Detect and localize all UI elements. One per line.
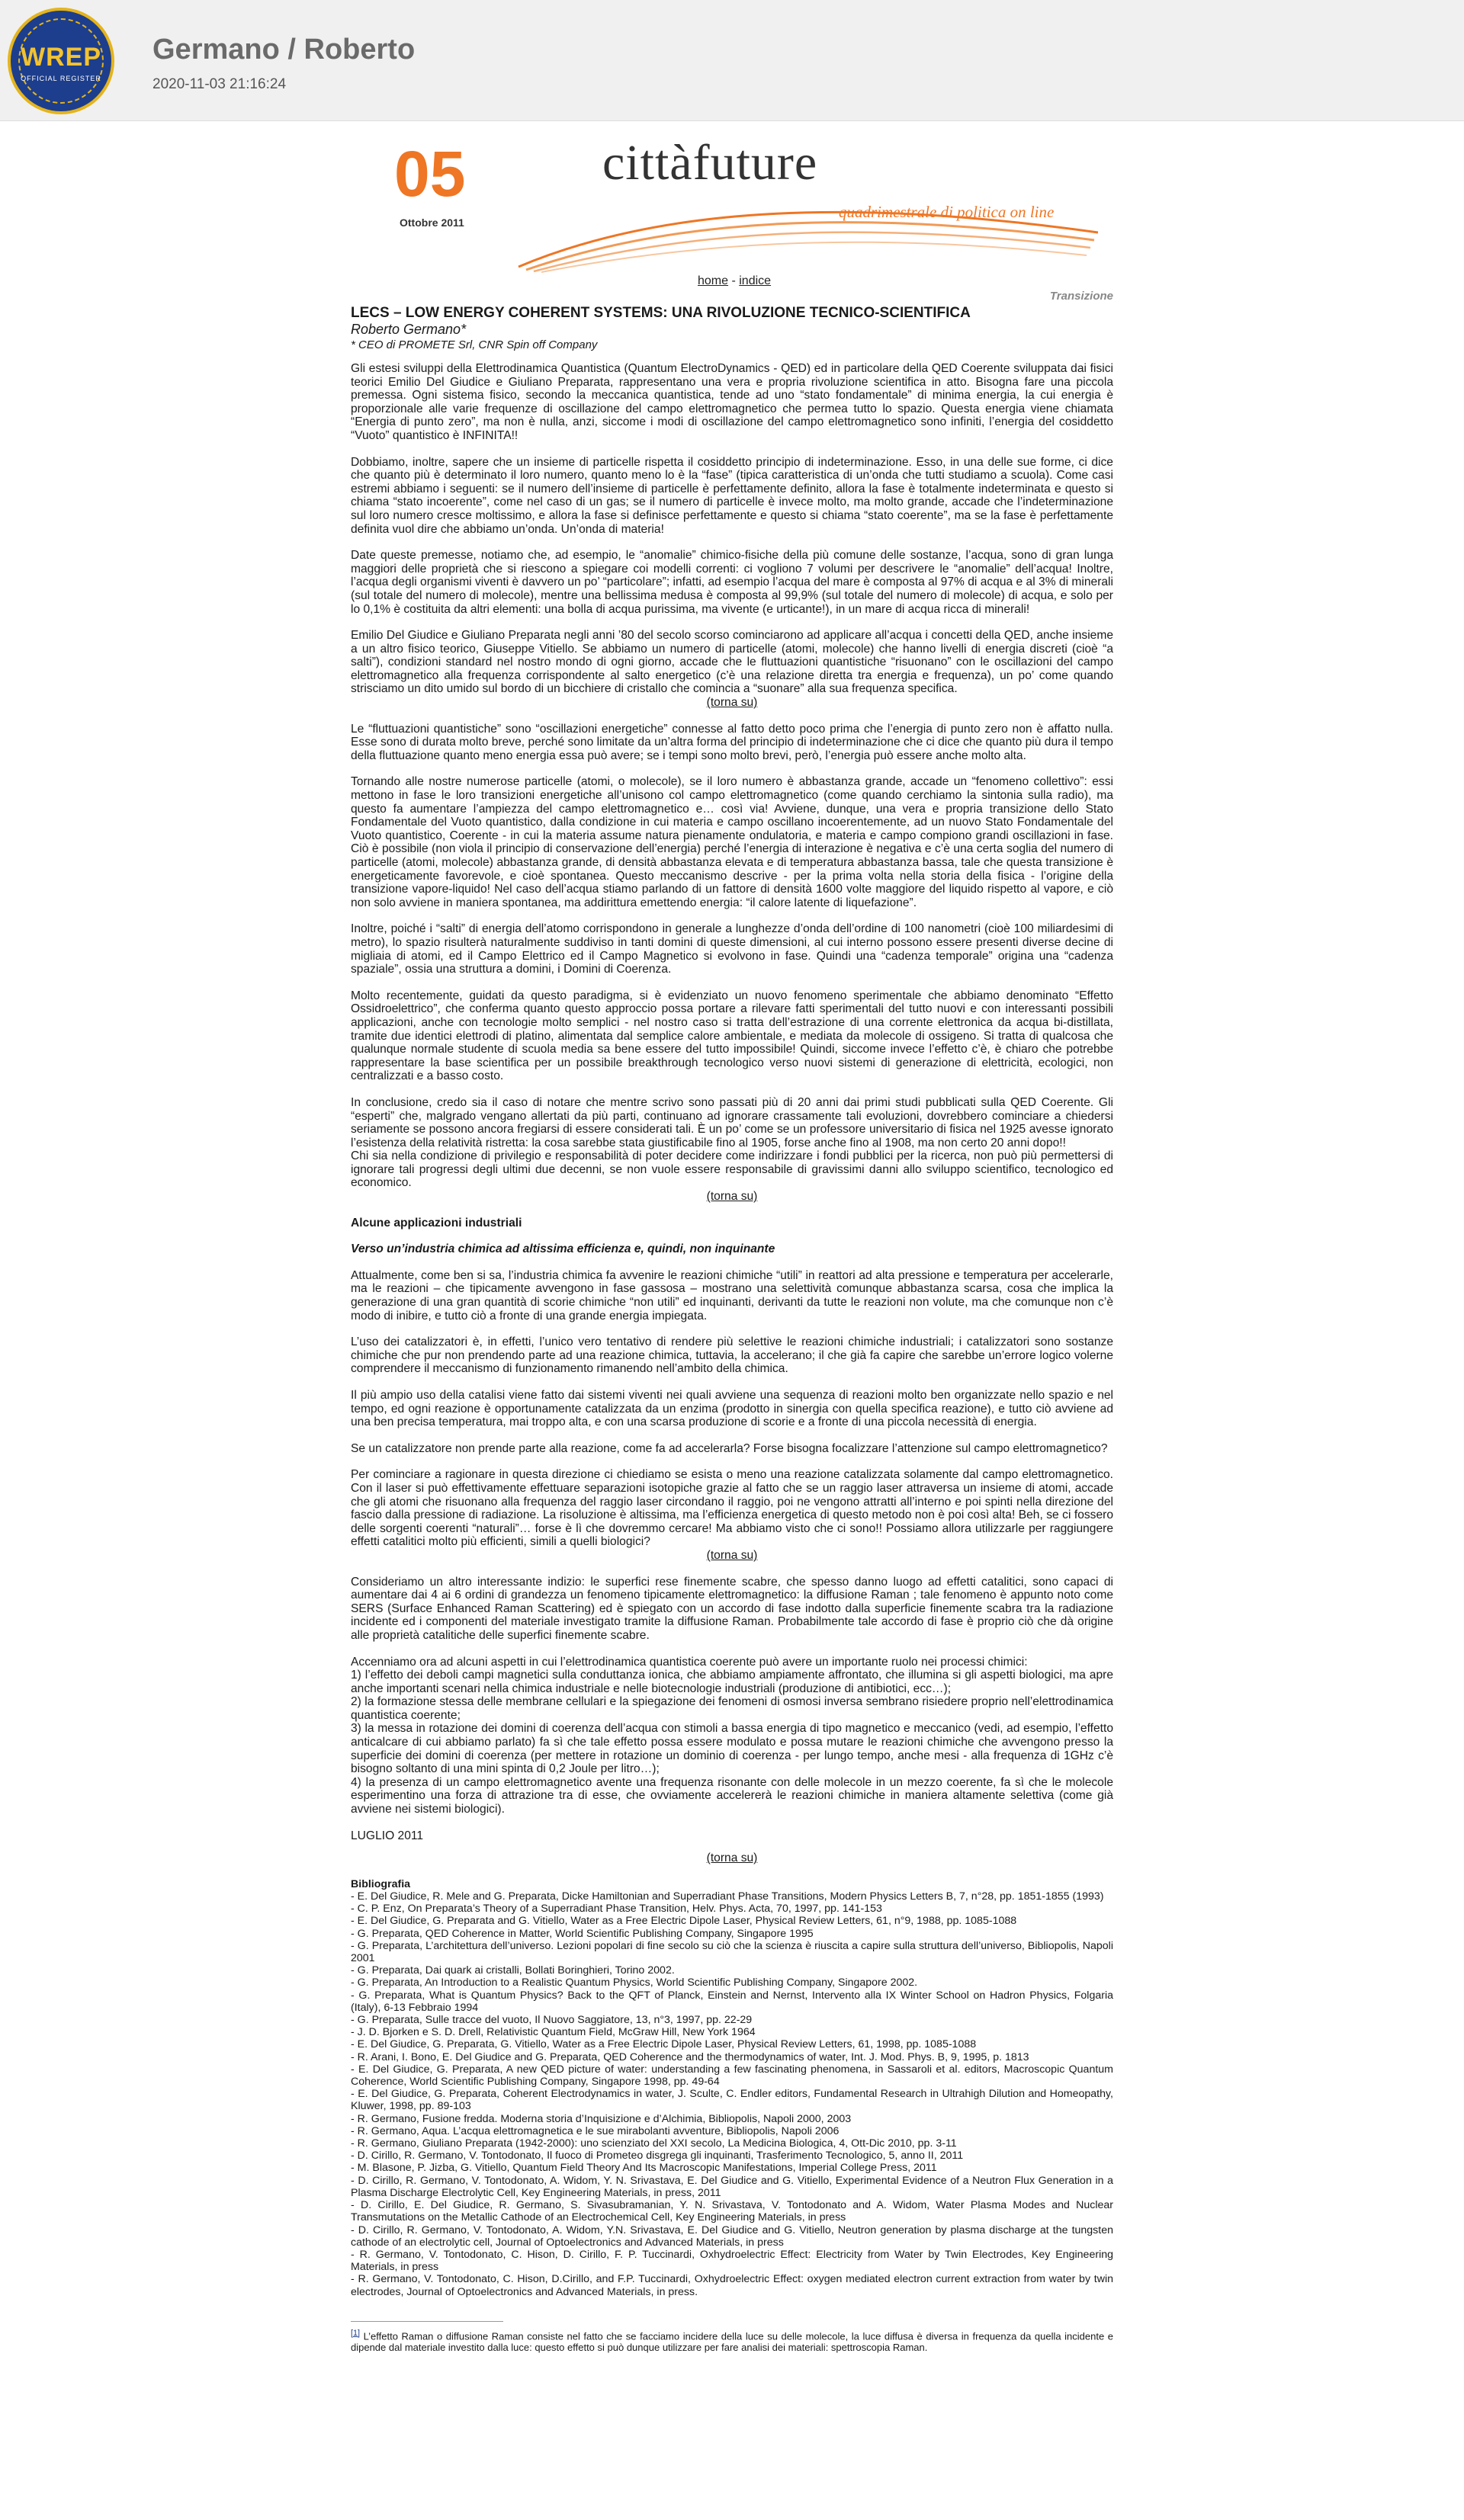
paragraph: Emilio Del Giudice e Giuliano Preparata negli anni ’80 del secolo scorso cominciarono ad applicare all’acqua i concetti della QED, anche insieme a un altro fisico teorico, Giuseppe Vitiello. Se abbiamo un numero di particelle (atomi, molecole) che hanno livelli di energia discreti (cioè “a salti”), condizioni standard nel nostro mondo di ogni giorno, accade che le fluttuazioni quantistiche “risuonano” con le oscillazioni del campo elettromagnetico alla frequenza corrispondente al salto energetico (c’è una relazione diretta tra energia e frequenza), un po’ come quando strisciamo un dito umido sul bordo di un bicchiere di cristallo che comincia a “suonare” alla sua frequenza specifica. bbox=[351, 629, 1113, 696]
brand-suffix: future bbox=[692, 135, 818, 191]
bibliography-entry: - R. Germano, V. Tontodonato, C. Hison, D.Cirillo, and F.P. Tuccinardi, Oxhydroelectric Effect: oxygen mediated electron current extraction from water by twin electrodes, Journal of Optoelectronics and Advanced Materials, in press. bbox=[351, 2273, 1113, 2298]
timestamp: 2020-11-03 21:16:24 bbox=[152, 76, 287, 92]
bibliography-entry: - G. Preparata, QED Coherence in Matter, World Scientific Publishing Company, Singapore 1995 bbox=[351, 1927, 814, 1940]
paragraph: Gli estesi sviluppi della Elettrodinamica Quantistica (Quantum ElectroDynamics - QED) ed in particolare della QED Coerente sviluppata dai fisici teorici Emilio Del Giudice e Giuliano Preparata, rappresentano una vera e propria rivoluzione scientifica in atto. Bisogna fare una piccola premessa. Ogni sistema fisico, secondo la meccanica quantistica, tende ad uno “stato fondamentale” di minima energia, la cui energia è proporzionale alle varie frequenze di oscillazione del campo elettromagnetico che permea tutto lo spazio. Questa energia viene chiamata “Energia di punto zero”, ma non è nulla, anzi, siccome i modi di oscillazione del campo elettromagnetico sono infiniti, l’energia del cosiddetto “Vuoto” quantistico è INFINITA!! bbox=[351, 362, 1113, 442]
bibliography-list bbox=[351, 1890, 1113, 2298]
paragraph: Il più ampio uso della catalisi viene fatto dai sistemi viventi nei quali avviene una sequenza di reazioni molto ben organizzate nello spazio e nel tempo, ed ogni reazione è opportunamente catalizzata da un enzima (prodotto in sinergia con quella specifica reazione), e tutto ciò avviene ad una ben precisa temperatura, mai troppo alta, e con una scarsa produzione di scorie e a fronte di una piccola necessità di energia. bbox=[351, 1389, 1113, 1429]
bibliography-entry: - J. D. Bjorken e S. D. Drell, Relativistic Quantum Field, McGraw Hill, New York 1964 bbox=[351, 2026, 756, 2039]
issue-date: Ottobre 2011 bbox=[400, 216, 464, 229]
bibliography-entry: - R. Arani, I. Bono, E. Del Giudice and G. Preparata, QED Coherence and the thermodynamics of water, Int. J. Mod. Phys. B, 9, 1995, p. 1813 bbox=[351, 2050, 1029, 2063]
bibliography-entry: - G. Preparata, Dai quark ai cristalli, Bollati Boringhieri, Torino 2002. bbox=[351, 1964, 675, 1977]
wrep-logo bbox=[8, 8, 114, 114]
back-to-top-link[interactable]: (torna su) bbox=[706, 696, 758, 710]
bibliography-entry: - G. Preparata, What is Quantum Physics? Back to the QFT of Planck, Einstein and Nernst, Intervento alla IX Winter School on Hadron Physics, Folgaria (Italy), 6-13 Febbraio 1994 bbox=[351, 1989, 1113, 2014]
bibliography-entry: - D. Cirillo, R. Germano, V. Tontodonato, Il fuoco di Prometeo disgrega gli inquinanti, Trasferimento Tecnologico, 5, anno II, 2011 bbox=[351, 2150, 964, 2163]
logo-subtext: OFFICIAL REGISTER bbox=[21, 75, 101, 82]
bibliography-entry: - R. Germano, Fusione fredda. Moderna storia d’Inquisizione e d’Alchimia, Bibliopolis, Napoli 2000, 2003 bbox=[351, 2112, 852, 2125]
bibliography-entry: - C. P. Enz, On Preparata’s Theory of a Superradiant Phase Transition, Helv. Phys. Acta, 70, 1997, pp. 141-153 bbox=[351, 1903, 882, 1916]
bibliography-entry: - E. Del Giudice, R. Mele and G. Preparata, Dicke Hamiltonian and Superradiant Phase Transitions, Modern Physics Letters B, 7, n°28, pp. 1851-1855 (1993) bbox=[351, 1890, 1104, 1903]
footnote bbox=[351, 2328, 1113, 2353]
brand-tagline: quadrimestrale di politica on line bbox=[839, 203, 1055, 221]
logo-text: WREP bbox=[21, 43, 101, 72]
section-heading: Alcune applicazioni industriali bbox=[351, 1216, 522, 1230]
bibliography-entry: - R. Germano, Giuliano Preparata (1942-2000): uno scienziato del XXI secolo, La Medicina Biologica, 4, Ott-Dic 2010, pp. 3-11 bbox=[351, 2137, 957, 2150]
bibliography-entry: - R. Germano, V. Tontodonato, C. Hison, D. Cirillo, F. P. Tuccinardi, Oxhydroelectric Effect: Electricity from Water by Twin Electrodes, Key Engineering Materials, in press bbox=[351, 2248, 1113, 2274]
issue-number: 05 bbox=[394, 138, 466, 210]
paragraph: Molto recentemente, guidati da questo paradigma, si è evidenziato un nuovo fenomeno sperimentale che abbiamo denominato “Effetto Ossidroelettrico”, che conferma quanto questo approccio possa portare a rilevare fatti sperimentali del tutto nuovi e con interessanti possibili applicazioni, anche con tecnologie molto semplici - nel nostro caso si tratta dell’estrazione di una corrente elettronica da acqua bi-distillata, tramite due identici elettrodi di platino, alimentata dal semplice calore ambientale, e mediata da molecole di ossigeno. Si tratta di qualcosa che qualunque normale studente di scuola media sa bene essere del tutto impossibile! Quindi, siccome invece l’effetto c’è, è chiaro che potrebbe rappresentare la base scientifica per un possibile breakthrough tecnologico verso nuovi sistemi di generazione di elettricità, ecologici, non centralizzati e a basso costo. bbox=[351, 989, 1113, 1083]
back-to-top-link[interactable]: (torna su) bbox=[706, 1852, 758, 1865]
bibliography-entry: - D. Cirillo, R. Germano, V. Tontodonato, A. Widom, Y. N. Srivastava, E. Del Giudice and G. Vitiello, Experimental Evidence of a Neutron Flux Generation in a Plasma Discharge Electrolytic Cell, Key Engineering Materials, in press, 2011 bbox=[351, 2174, 1113, 2199]
bibliography-entry: - E. Del Giudice, G. Preparata, G. Vitiello, Water as a Free Electric Dipole Laser, Physical Review Letters, 61, 1998, pp. 1085-1088 bbox=[351, 2038, 977, 2051]
home-link[interactable]: home bbox=[698, 274, 729, 287]
bibliography-entry: - E. Del Giudice, G. Preparata and G. Vitiello, Water as a Free Electric Dipole Laser, Physical Review Letters, 61, n°9, 1988, pp. 1085-1088 bbox=[351, 1915, 1017, 1928]
article-author: Roberto Germano* bbox=[351, 322, 467, 337]
paragraph: Inoltre, poiché i “salti” di energia dell’atomo corrispondono in generale a lunghezze d’onda dell’ordine di 100 nanometri (cioè 100 miliardesimi di metro), lo spazio risulterà naturalmente suddiviso in tanti domini di queste dimensioni, al cui interno possono essere presenti diverse decine di migliaia di atomi, ed il Campo Elettrico ed il Campo Magnetico si evolvono in fase. Quindi una “cadenza temporale” origina una “cadenza spaziale”, ossia una struttura a domini, i Domini di Coerenza. bbox=[351, 922, 1113, 976]
paragraph: Dobbiamo, inoltre, sapere che un insieme di particelle rispetta il cosiddetto principio di indeterminazione. Esso, in una delle sue forme, ci dice che quanto più è determinato il loro numero, quanto meno lo è la “fase” (tipica caratteristica di un’onda che tutti studiamo a scuola). Come casi estremi abbiamo i seguenti: se il numero dell’insieme di particelle è perfettamente definito, allora la fase è totalmente indeterminata e questo si chiama “stato incoerente”, come nel caso di un gas; se il numero di particelle è invece molto, ma molto grande, accade che l’indeterminazione sul loro numero cresce moltissimo, e allora la fase si definisce perfettamente e questo si chiama “stato coerente”, ma se la fase è perfettamente definita vuol dire che abbiamo un’onda. Un’onda di materia! bbox=[351, 455, 1113, 536]
bibliography-entry: - G. Preparata, L’architettura dell’universo. Lezioni popolari di fine secolo su ciò che la scienza è riuscita a capire sulla struttura dell’universo, Bibliopolis, Napoli 2001 bbox=[351, 1939, 1113, 1965]
paragraph: In conclusione, credo sia il caso di notare che mentre scrivo sono passati più di 20 anni dai primi studi pubblicati sulla QED Coerente. Gli “esperti” che, malgrado vengano allertati da più parti, continuano ad ignorare crassamente tali evoluzioni, dovrebbero cominciare a chiedersi seriamente se possono ancora fregiarsi di essere considerati tali. È un po’ come se un professore universitario di fisica nel 1925 avesse ignorato l’esistenza della relatività ristretta: la cosa sarebbe stata giustificabile fino al 1905, forse anche fino al 1908, ma non certo 20 anni dopo!! bbox=[351, 1095, 1113, 1149]
list-item: 3) la messa in rotazione dei domini di coerenza dell’acqua con stimoli a bassa energia di tipo magnetico e meccanico (vedi, ad esempio, l’effetto anticalcare di cui abbiamo parlato) fa sì che tale effetto possa essere modulato e possa mutare le reazioni chimiche che avvengono presso la superficie dei domini di coerenza (per mettere in rotazione un dominio di coerenza - per lungo tempo, anche mesi - alla frequenza di 1GHz c’è bisogno soltanto di una mini spinta di 0,2 Joule per litro…); bbox=[351, 1722, 1113, 1776]
footnote-marker[interactable]: [1] bbox=[351, 2328, 361, 2338]
section-subheading: Verso un’industria chimica ad altissima efficienza e, quindi, non inquinante bbox=[351, 1242, 775, 1256]
footnote-divider bbox=[351, 2321, 503, 2322]
back-to-top-link[interactable]: (torna su) bbox=[706, 1548, 758, 1562]
bibliography-entry: - D. Cirillo, R. Germano, V. Tontodonato, A. Widom, Y.N. Srivastava, E. Del Giudice and G. Vitiello, Neutron generation by plasma discharge at the tungsten cathode of an electrolytic cell, Journal of Optoelectronics and Advanced Materials, in press bbox=[351, 2223, 1113, 2249]
brand-wordmark bbox=[602, 134, 817, 192]
paragraph: Per cominciare a ragionare in questa direzione ci chiediamo se esista o meno una reazione catalizzata solamente dal campo elettromagnetico. Con il laser si può effettivamente effettuare separazioni isotopiche grazie al fatto che se un raggio laser attraversa un insieme di atomi, accade che gli atomi che risuonano alla frequenza del raggio laser circondano il raggio, poi ne vengono attratti all’interno e poi spinti nella direzione del fascio dalla pressione di radiazione. La risoluzione è altissima, ma l’efficienza energetica di questo metodo non è poi così alta! Beh, se ci fossero delle sorgenti coerenti “naturali”… forse è lì che dovremmo cercare! Ma abbiamo visto che ci sono!! Possiamo allora utilizzarle per raggiungere effetti catalitici molto più efficienti, simili a quelli biologici? bbox=[351, 1468, 1113, 1549]
bibliography-entry: - G. Preparata, An Introduction to a Realistic Quantum Physics, World Scientific Publishing Company, Singapore 2002. bbox=[351, 1977, 918, 1989]
paragraph: L’uso dei catalizzatori è, in effetti, l’unico vero tentativo di rendere più selettive le reazioni chimiche industriali; i catalizzatori sono sostanze chimiche che pur non prendendo parte ad una reazione chimica, tuttavia, la accelerano; il che già fa capire che sarebbe un’errore logico volerne comprendere il meccanismo di funzionamento rimanendo nell’ambito della chimica. bbox=[351, 1335, 1113, 1376]
paragraph: Accenniamo ora ad alcuni aspetti in cui l’elettrodinamica quantistica coerente può avere un importante ruolo nei processi chimici: bbox=[351, 1655, 1028, 1669]
footnote-text: L’effetto Raman o diffusione Raman consiste nel fatto che se facciamo incidere della luce su delle molecole, la luce diffusa è diversa in frequenza da quella incidente e dipende dal materiale investito dalla luce: questo effetto si può dunque utilizzare per fare analisi dei materiali: spettroscopia Raman. bbox=[351, 2330, 1113, 2354]
brand-prefix: città bbox=[602, 135, 693, 191]
bibliography-heading: Bibliografia bbox=[351, 1877, 411, 1890]
paragraph: Attualmente, come ben si sa, l’industria chimica fa avvenire le reazioni chimiche “utili” in reattori ad alta pressione e temperatura per accelerarle, ma le reazioni – che tipicamente avvengono in fase gassosa – mostrano una selettività comunque abbastanza scarsa, cosa che implica la generazione di una gran quantità di scorie chimiche “non utili” ed inquinanti, derivanti da tutte le reazioni non volute, ma che comunque non c’è modo di inibire, e tutto ciò a fronte di una grande energia impiegata. bbox=[351, 1268, 1113, 1323]
section-label: Transizione bbox=[1049, 290, 1113, 303]
author-affiliation: * CEO di PROMETE Srl, CNR Spin off Company bbox=[351, 338, 598, 351]
paragraph: Chi sia nella condizione di privilegio e responsabilità di poter decidere come indirizzare i fondi pubblici per la ricerca, non può più permettersi di ignorare tali progressi degli ultimi due decenni, se non vuole essere responsabile di gravissimi danni allo sviluppo scientifico, tecnologico ed economico. bbox=[351, 1149, 1113, 1190]
nav-separator: - bbox=[728, 274, 740, 287]
bibliography bbox=[351, 1878, 1113, 2298]
top-bar bbox=[0, 0, 1464, 121]
paragraph: Le “fluttuazioni quantistiche” sono “oscillazioni energetiche” connesse al fatto detto poco prima che l’energia di punto zero non è affatto nulla. Esse sono di durata molto breve, perché sono limitate da un’altra forma del principio di indeterminazione che ci dice che quanto più dura il tempo della fluttuazione quanto meno energia essa può avere; se i tempi sono molto brevi, però, l’energia può essere anche molto alta. bbox=[351, 722, 1113, 762]
list-item: 4) la presenza di un campo elettromagnetico avente una frequenza risonante con delle molecole in un mezzo coerente, fa sì che le molecole esperimentino una forza di attrazione tra di esse, che ovviamente accelererà le reazioni chimiche in maniera altamente selettiva (come già avviene nei sistemi biologici). bbox=[351, 1775, 1113, 1816]
index-link[interactable]: indice bbox=[739, 274, 772, 287]
bibliography-entry: - M. Blasone, P. Jizba, G. Vitiello, Quantum Field Theory And Its Macroscopic Manifestations, Imperial College Press, 2011 bbox=[351, 2162, 937, 2175]
paragraph: Tornando alle nostre numerose particelle (atomi, o molecole), se il loro numero è abbastanza grande, accade un “fenomeno collettivo”: essi mettono in fase le loro transizioni energetiche all’unisono col campo elettromagnetico (come quando cerchiamo la sintonia sulla radio), ma questo fa aumentare l’ampiezza del campo elettromagnetico e… così via! Avviene, dunque, una vera e propria transizione dello Stato Fondamentale del Vuoto quantistico, dalla condizione in cui materia e campo oscillano incoerentemente, ad un nuovo Stato Fondamentale del Vuoto quantistico, Coerente - in cui la materia assume natura pienamente ondulatoria, e materia e campo compiono grandi oscillazioni in fase. Ciò è possibile (non viola il principio di conservazione dell’energia) perché l’energia di interazione è negativa e c’è una certa soglia del numero di particelle (atomi, molecole) abbastanza grande, di densità abbastanza elevata e di temperatura abbastanza bassa, tale che questa transizione è energeticamente favorevole, e cioè spontanea. Questo meccanismo descrive - per la prima volta nella storia della fisica - l’origine della transizione vapore-liquido! Nel caso dell’acqua stiamo parlando di un fattore di densità 1600 volte maggiore del liquido rispetto al vapore, e ciò non solo avviene in maniera spontanea, ma addirittura emettendo energia: “il calore latente di liquefazione”. bbox=[351, 775, 1113, 909]
bibliography-entry: - E. Del Giudice, G. Preparata, A new QED picture of water: understanding a few fascinating phenomena, in Sassaroli et al. editors, Macroscopic Quantum Coherence, World Scientific Publishing Company, Singapore 1998, pp. 49-64 bbox=[351, 2063, 1113, 2089]
article-title: LECS – LOW ENERGY COHERENT SYSTEMS: UNA RIVOLUZIONE TECNICO-SCIENTIFICA bbox=[351, 305, 971, 321]
user-name: Germano / Roberto bbox=[152, 34, 416, 66]
paragraph: Se un catalizzatore non prende parte alla reazione, come fa ad accelerarla? Forse bisogna focalizzare l’attenzione sul campo elettromagnetico? bbox=[351, 1441, 1108, 1455]
list-item: 2) la formazione stessa delle membrane cellulari e la spiegazione dei fenomeni di osmosi inversa sembrano risiedere proprio nell’elettrodinamica quantistica coerente; bbox=[351, 1695, 1113, 1722]
bibliography-entry: - G. Preparata, Sulle tracce del vuoto, Il Nuovo Saggiatore, 13, n°3, 1997, pp. 22-29 bbox=[351, 2014, 753, 2027]
back-to-top-link[interactable]: (torna su) bbox=[706, 1190, 758, 1204]
date-line: LUGLIO 2011 bbox=[351, 1829, 424, 1842]
bibliography-entry: - R. Germano, Aqua. L’acqua elettromagnetica e le sue mirabolanti avventure, Bibliopolis, Napoli 2006 bbox=[351, 2124, 840, 2137]
bibliography-entry: - E. Del Giudice, G. Preparata, Coherent Electrodynamics in water, J. Sculte, C. Endler editors, Fundamental Research in Ultrahigh Dilution and Homeopathy, Kluwer, 1998, pp. 89-103 bbox=[351, 2088, 1113, 2113]
bibliography-entry: - D. Cirillo, E. Del Giudice, R. Germano, S. Sivasubramanian, Y. N. Srivastava, V. Tontodonato and A. Widom, Water Plasma Modes and Nuclear Transmutations on the Metallic Cathode of an Electrochemical Cell, Key Engineering Materials, in press bbox=[351, 2199, 1113, 2224]
paragraph: Consideriamo un altro interessante indizio: le superfici rese finemente scabre, che spesso danno luogo ad effetti catalitici, sono capaci di aumentare dai 4 ai 6 ordini di grandezza un fenomeno tipicamente elettromagnetico: la diffusione Raman ; tale fenomeno è appunto noto come SERS (Surface Enhanced Raman Scattering) ed è spiegato con un accordo di fase indotto dalla superficie finemente scabra tra la radiazione incidente ed i componenti del materiale investigato tramite la diffusione Raman. Probabilmente tale accordo di fase è proprio ciò che dà origine alle proprietà catalitiche delle superfici finemente scabre. bbox=[351, 1575, 1113, 1642]
article-body bbox=[351, 362, 1113, 2353]
nav-links bbox=[698, 274, 771, 288]
list-item: 1) l’effetto dei deboli campi magnetici sulla conduttanza ionica, che abbiamo ampiamente affrontato, che illumina si gli aspetti biologici, ma apre anche importanti scenari nella chimica industriale e nelle biotecnologie industriali (produzione di antibiotici, ecc…); bbox=[351, 1669, 1113, 1695]
paragraph: Date queste premesse, notiamo che, ad esempio, le “anomalie” chimico-fisiche della più comune delle sostanze, l’acqua, sono di gran lunga maggiori delle proprietà che si riescono a spiegare coi modelli correnti: ci vogliono 7 volumi per descrivere le “anomalie” dell’acqua! Inoltre, l’acqua degli organismi viventi è davvero un po’ “particolare”; infatti, ad esempio l’acqua del mare è composta al 97% di acqua e al 3% di minerali (sul totale del numero di molecole), mentre una bellissima medusa è composta al 99,9% (sul totale del numero di molecole) di acqua, e solo per lo 0,1% è costituita da altri elementi: una bolla di acqua purissima, ma vivente (e urticante!), in un mare di acqua ricca di minerali! bbox=[351, 549, 1113, 616]
